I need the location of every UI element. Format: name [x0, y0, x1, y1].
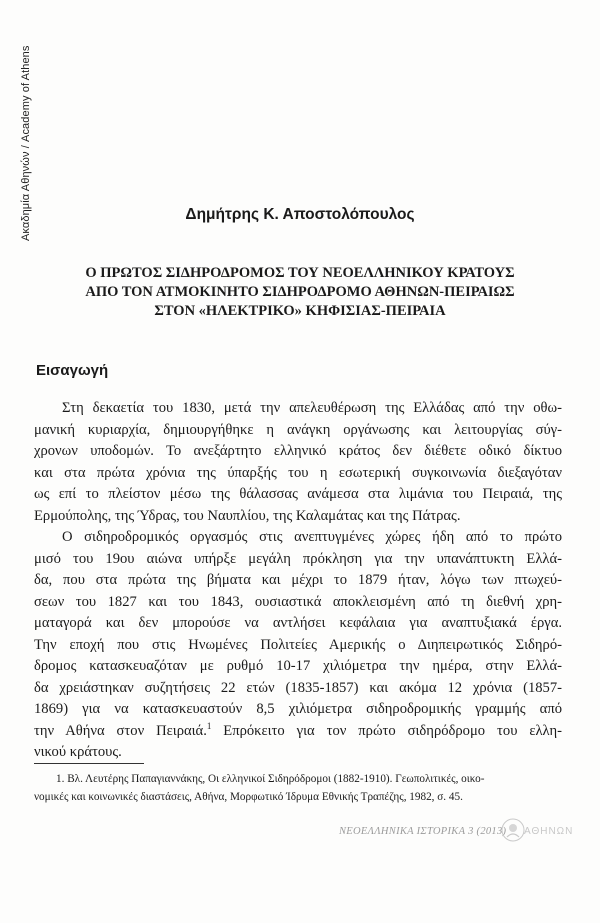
- text-line: δα, που στα πρώτα της βήματα και μέχρι το 1879 ήταν, λόγω των πτωχεύ-: [34, 572, 562, 588]
- text-line: δρομος κατασκευαζόταν με ρυθμό 10-17 χιλιόμετρα την ημέρα, στην Ελλά-: [34, 658, 562, 674]
- text-segment: την Αθήνα στον Πειραιά.: [34, 722, 207, 739]
- title-line: Ο ΠΡΩΤΟΣ ΣΙΔΗΡΟΔΡΟΜΟΣ ΤΟΥ ΝΕΟΕΛΛΗΝΙΚΟΥ ΚΡΑΤΟΥΣ: [85, 265, 515, 281]
- running-footer: ΝΕΟΕΛΛΗΝΙΚΑ ΙΣΤΟΡΙΚΑ 3 (2013): [339, 826, 507, 837]
- text-line: Στη δεκαετία του 1830, μετά την απελευθέρωση της Ελλάδας από την οθω-: [62, 400, 562, 416]
- title-line: ΑΠΟ ΤΟΝ ΑΤΜΟΚΙΝΗΤΟ ΣΙΔΗΡΟΔΡΟΜΟ ΑΘΗΝΩΝ-ΠΕΙΡΑΙΩΣ: [85, 284, 515, 300]
- author-name: Δημήτρης Κ. Αποστολόπουλος: [185, 206, 415, 223]
- watermark: ΑΘΗΝΩΝ: [524, 826, 574, 837]
- footnote-ref[interactable]: 1: [206, 720, 212, 731]
- text-line: σεων του 1827 και του 1843, ουσιαστικά αποκλεισμένη από τη διεθνή χρη-: [34, 593, 562, 610]
- text-line: Ο σιδηροδρομικός οργασμός στις ανεπτυγμένες χώρες ήδη από το πρώτο: [62, 529, 562, 545]
- text-line: [34, 721, 562, 743]
- text-line: και στα πρώτα χρόνια της ύπαρξής του η εσωτερική συγκοινωνία διεξαγόταν: [34, 464, 562, 481]
- text-segment: Επρόκειτο για τον πρώτο σιδηρόδρομο του ελλη-: [211, 722, 562, 739]
- text-line: μισό του 19ου αιώνα υπήρξε μεγάλη πρόκληση για την υπανάπτυκτη Ελλά-: [34, 550, 562, 567]
- text-line: Την εποχή που στις Ηνωμένες Πολιτείες Αμερικής ο Διηπειρωτικός Σιδηρό-: [34, 636, 562, 653]
- academy-seal-icon: [500, 817, 526, 843]
- text-line: χρονων υποδομών. Το ανεξάρτητο ελληνικό κράτος δεν διέθετε οδικό δίκτυο: [34, 443, 562, 459]
- text-line: ματαγορά και δεν μπορούσε να αντλήσει κεφάλαια για αναπτυξιακά έργα.: [34, 615, 562, 631]
- footnote-line: νομικές και κοινωνικές διαστάσεις, Αθήνα, Μορφωτικό Ίδρυμα Εθνικής Τραπέζης, 1982, σ. 45.: [34, 791, 463, 803]
- text-line: 1869) για να κατασκευαστούν 8,5 χιλιόμετρα σιδηροδρομικής γραμμής από: [34, 701, 562, 717]
- text-line: νικού κράτους.: [34, 744, 122, 760]
- article-title: [0, 264, 600, 321]
- body-text: [34, 398, 562, 764]
- section-heading: Εισαγωγή: [36, 362, 109, 379]
- text-line: ως επί το πλείστον μέσω της θάλασσας ανάμεσα στα λιμάνια του Πειραιά, της: [34, 486, 562, 502]
- text-line: Ερμούπολης, της Ύδρας, του Ναυπλίου, της Καλαμάτας και της Πάτρας.: [34, 507, 461, 524]
- side-label: Ακαδημία Αθηνών / Academy of Athens: [20, 45, 32, 241]
- text-line: δα χρειάστηκαν συζητήσεις 22 ετών (1835-1857) και ακόμα 12 χρόνια (1857-: [34, 679, 562, 696]
- text-line: μανική κυριαρχία, δημιουργήθηκε η ανάγκη οργάνωσης και λειτουργίας σύγ-: [34, 421, 562, 438]
- footnote-line: 1. Βλ. Λευτέρης Παπαγιαννάκης, Οι ελληνικοί Σιδηρόδρομοι (1882-1910). Γεωπολιτικές, οικο-: [56, 773, 485, 785]
- footnote: [34, 770, 562, 806]
- title-line: ΣΤΟΝ «ΗΛΕΚΤΡΙΚΟ» ΚΗΦΙΣΙΑΣ-ΠΕΙΡΑΙΑ: [154, 303, 446, 319]
- footnote-rule: [34, 763, 144, 764]
